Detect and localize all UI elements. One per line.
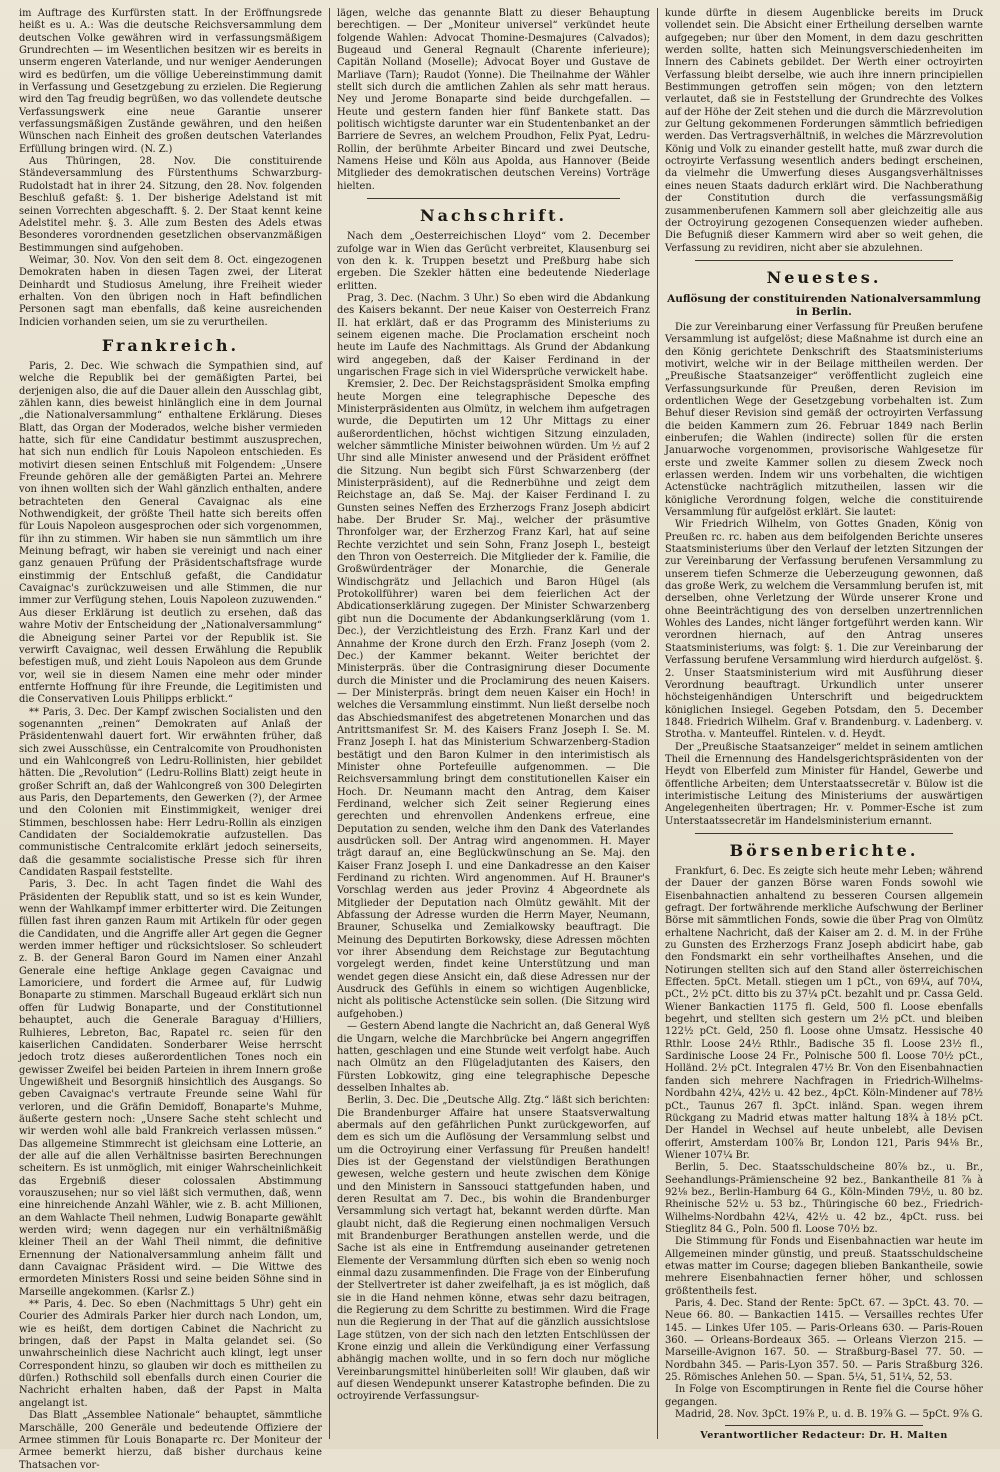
article-paris-boerse: Paris, 4. Dec. Stand der Rente: 5pCt. 67. — 3pCt. 43. 70. — Neue 66. 80. — Bankactien 1415. — Versailles rechtes Ufer 145. — Linkes Ufer 105. — Paris-Orleans 630. — Paris-Rouen 360. — Orleans-Bordeaux 365. — Orleans Vierzon 215. — Marseille-Avignon 167. 50. — Straßburg-Basel 77. 50. — Nordbahn 345. — Paris-Lyon 357. 50. — Paris Straßburg 326. 25. Römisches Anlehen 50. — Span. 5¼, 51, 51¼, 52, 53. (665, 1298, 983, 1384)
article-paris-2dec: Paris, 2. Dec. Wie schwach die Sympathien sind, auf welche die Republik bei der gemäßigten Partei, bei derjenigen also, die auf die Dauer allein den Ausschlag gibt, zählen kann, dies beweist hinlänglich eine in dem Journal „die Nationalversammlung“ enthaltene Erklärung. Dieses Blatt, das Organ der Moderados, welche bisher vermieden hatte, sich für eine Candidatur bestimmt auszusprechen, hat sich nun endlich für Louis Napoleon entschieden. Es motivirt diesen seinen Entschluß mit Folgendem: „Unsere Freunde gehören alle der gemäßigten Partei an. Mehrere von ihnen wollten sich der Wahl gänzlich enthalten, andere betrachteten den General Cavaignac als eine Nothwendigkeit, der größte Theil hatte sich bereits offen für Louis Napoleon ausgesprochen oder sich vorgenommen, für ihn zu stimmen. Wir haben sie nun sämmtlich um ihre Meinung befragt, wir haben sie vereinigt und nach einer ganz genauen Prüfung der Präsidentschaftsfrage wurde einstimmig der Entschluß gefaßt, die Candidatur Cavaignac's zurückzuweisen und alle Stimmen, die nur immer zur Verfügung stehen, Louis Napoleon zuzuwenden.“ Aus dieser Erklärung ist deutlich zu ersehen, daß das wahre Motiv der Entscheidung der „Nationalversammlung“ die Abneigung seiner Partei vor der Republik ist. Sie verwirft Cavaignac, weil dessen Erwählung die Republik befestigen muß, und zieht Louis Napoleon aus dem Grunde vor, weil sie in diesem Namen eine mehr oder minder entfernte Hoffnung für ihre Freunde, die Legitimisten und die Conservativen Louis Philipps erblickt.“ (19, 360, 322, 706)
article-paris-4dec: ** Paris, 4. Dec. So eben (Nachmittags 5 Uhr) geht ein Courier des Admirals Parker hier durch nach London, um, wie es heißt, dem dortigen Cabinet die Nachricht zu bringen, daß der Papst in Malta gelandet sei. (So unwahrscheinlich diese Nachricht auch klingt, legt unser Correspondent hinzu, so glauben wir doch es mittheilen zu dürfen.) Rothschild soll ebenfalls durch einen Courier die Nachricht erhalten haben, daß der Papst in Malta angelangt ist. (19, 1299, 322, 1409)
article-berlin-boerse: Berlin, 5. Dec. Staatsschuldscheine 80⅞ bz., u. Br., Seehandlungs-Prämienscheine 92 bez., Bankantheile 81 ⅞ à 92⅛ bez., Berlin-Hamburg 64 G., Köln-Minden 79½, u. 80 bz. Rheinische 52½ u. 53 bz., Thüringische 60 bez., Friedrich-Wilhelms-Nordbahn 42¼, 42½ u. 42 bz., 4pCt. russ. bei Stieglitz 84 G., Poln. 500 fl. Loose 70½ bz. (665, 1162, 983, 1235)
article-stimmung: Die Stimmung für Fonds und Eisenbahnactien war heute im Allgemeinen minder günstig, und preuß. Staatsschuldscheine etwas matter im Course; dagegen blieben Bankantheile, sowie mehrere Eisenbahnactien ferner höher, und schlossen größtentheils fest. (665, 1236, 983, 1297)
column-left (12, 8, 330, 1471)
subheading-aufloesung: Auflösung der constituirenden Nationalversammlung in Berlin. (667, 292, 981, 318)
article-frankfurt-boerse: Frankfurt, 6. Dec. Es zeigte sich heute mehr Leben; während der Dauer der ganzen Börse waren Fonds sowohl wie Eisenbahnactien anhaltend zu besseren Coursen allgemein gefragt. Der fortwährende merkliche Aufschwung der Berliner Börse mit sämmtlichen Fonds, sowie die über Prag von Olmütz erhaltene Nachricht, daß der Kaiser am 2. d. M. in der Frühe zu Gunsten des Erzherzogs Franz Joseph abdicirt habe, gab den Fondsmarkt ein sehr vortheilhaftes Ansehen, und die Notirungen stellten sich auf den Stand aller österreichischen Effecten. 5pCt. Metall. stiegen um 1 pCt., von 69¼, auf 70¼, pCt., 2½ pCt. ditto bis zu 37¼ pCt. bezahlt und pr. Cassa Geld. Wiener Bankactien 1175 fl. Geld, 500 fl. Loose ebenfalls begehrt, und stellten sich gestern um 2½ pCt. und bleiben 122½ pCt. Geld, 250 fl. Loose ohne Umsatz. Hessische 40 Rthlr. Loose 24½ Rthlr., Badische 35 fl. Loose 23½ fl., Sardinische Loose 24 Fr., Polnische 500 fl. Loose 70½ pCt., Holländ. 2½ pCt. Integralen 47½ Br. Von den Eisenbahnactien fanden sich mehrere Nachfragen in Friedrich-Wilhelms-Nordbahn 42¼, 42½ u. 42 bez., 4pCt. Köln-Mindener auf 78½ pCt., Taunus 267 fl. 3pCt. inländ. Span. wegen ihrem Rückgang zu Madrid etwas matter haltung 18¾ à 18½ pCt. Der Handel in Wechsel auf heute unbelebt, alle Devisen offerirt, Amsterdam 100⅞ Br, London 121, Paris 94⅛ Br., Wiener 107¼ Br. (665, 865, 983, 1161)
article-lloyd: Nach dem „Oesterreichischen Lloyd“ vom 2. December zufolge war in Wien das Gerücht verbreitet, Klausenburg sei von den k. k. Truppen besetzt und Preßburg habe sich ergeben. Die Szekler hätten eine bedeutende Niederlage erlitten. (337, 231, 650, 292)
section-heading-boersenberichte: Börsenberichte. (729, 840, 919, 860)
article-kremsier: Kremsier, 2. Dec. Der Reichstagspräsident Smolka empfing heute Morgen eine telegraphische Depesche des Ministerpräsidenten aus Olmütz, in welchem ihm aufgetragen wurde, die Deputirten um 12 Uhr Mittags zu einer außerordentlichen, höchst wichtigen Sitzung einzuladen, welcher sämmtliche Minister beiwohnen würden. Um ½ auf 2 Uhr sind alle Minister anwesend und der Präsident eröffnet die Sitzung. Nun begibt sich Fürst Schwarzenberg (der Ministerpräsident), auf die Rednerbühne und zeigt dem Reichstage an, daß Se. Maj. der Kaiser Ferdinand I. zu Gunsten seines Neffen des Erzherzogs Franz Joseph abdicirt habe. Der Bruder Sr. Maj., welcher der präsumtive Thronfolger war, der Erzherzog Franz Karl, hat auf seine Rechte verzichtet und sein Sohn, Franz Joseph I., besteigt den Thron von Oesterreich. Die Mitglieder der k. Familie, die Großwürdenträger der Monarchie, die Generale Windischgrätz und Jellachich und Baron Hügel (als Protokollführer) waren bei dem feierlichen Act der Abdicationserklärung zugegen. Der Minister Schwarzenberg gibt nun die Documente der Abdankungserklärung (vom 1. Dec.), der Verzichtleistung des Erzh. Franz Karl und der Annahme der Krone durch den Erzh. Franz Joseph (vom 2. Dec.) der Kammer bekannt. Weiter berichtet der Ministerpräs. über die Contrasignirung dieser Documente durch die Minister und die Proclamirung des neuen Kaisers. — Der Ministerpräs. bringt dem neuen Kaiser ein Hoch! in welches die Versammlung einstimmt. Nun ließt derselbe noch das Abschiedsmanifest des abgetretenen Monarchen und das Antrittsmanifest Sr. M. des Kaisers Franz Joseph I. Se. M. Franz Joseph I. hat das Ministerium Schwarzenberg-Stadion bestätigt und den Baron Kulmer in den interimistisch als Minister ohne Portefeuille aufgenommen. — Die Reichsversammlung bringt dem constitutionellen Kaiser ein Hoch. Dr. Neumann macht den Antrag, dem Kaiser Ferdinand, welcher sich Zeit seiner Regierung eines gerechten und ehrenvollen Andenkens erfreue, eine Deputation zu senden, welche ihm den Dank des Vaterlandes ausdrücken soll. Der Antrag wird angenommen. H. Mayer trägt darauf an, eine Beglückwünschung an Se. Maj. den Kaiser Franz Joseph I. und eine Dankadresse an den Kaiser Ferdinand zu richten. Wird angenommen. Auf H. Brauner's Vorschlag werden aus jeder Provinz 4 Abgeordnete als Mitglieder der Deputation nach Olmütz gewählt. Mit der Abfassung der Adresse wurden die Herrn Mayer, Neumann, Brauner, Schuselka und Zemialkowsky beauftragt. Die Meinung des Deputirten Borkowsky, diese Adressen möchten vor ihrer Absendung dem Reichstage zur Begutachtung vorgelegt werden, findet keine Unterstützung und man wendet gegen diese Ansicht ein, daß diese Adressen nur der Ausdruck des Gefühls in einem so wichtigen Augenblicke, nicht als politische Actenstücke sein sollen. (Die Sitzung wird aufgehoben.) (337, 379, 650, 1020)
divider (725, 1425, 923, 1426)
divider (695, 833, 953, 834)
section-heading-frankreich: Frankreich. (101, 335, 240, 355)
article-thueringen: Aus Thüringen, 28. Nov. Die constituirende Ständeversammlung des Fürstenthums Schwarzburg-Rudolstadt hat in ihrer 24. Sitzung, den 28. Nov. folgenden Beschluß gefaßt: §. 1. Der bisherige Adelstand ist mit seinen Vorrechten abgeschafft. §. 2. Der Staat kennt keine Adelstitel mehr. §. 3. Alle zum Besten des Adels etwas Besonderes vorordnenden gesetzlichen observanzmäßigen Bestimmungen sind aufgehoben. (19, 156, 322, 254)
article-kurhessen: im Auftrage des Kurfürsten statt. In der Eröffnungsrede heißt es u. A.: Was die deutsche Reichsversammlung dem deutschen Volke gewähren wird in verfassungsmäßigem Grundrechten — im Wesentlichen besitzen wir es bereits in unserm engeren Vaterlande, und nur weniger Aenderungen wird es bedürfen, um die völlige Uebereinstimmung damit in Verfassung und Gesetzgebung zu erzielen. Die Regierung wird den Tag freudig begrüßen, wo das vollendete deutsche Verfassungswerk eine neue Garantie unserer verfassungsmäßigen Zustände gewähren, und den heißen Wünschen nach Einheit des großen deutschen Vaterlandes Erfüllung bringen wird. (N. Z.) (19, 8, 322, 155)
article-general-wyss: — Gestern Abend langte die Nachricht an, daß General Wyß die Ungarn, welche die Marchbrücke bei Angern angegriffen hatten, geschlagen und eine Stunde weit verfolgt habe. Auch nach Olmütz an den Flügeladjutanten des Kaisers, den Fürsten Lobkowitz, ging eine telegraphische Depesche desselben Inhaltes ab. (337, 1021, 650, 1094)
article-escomptirungen: In Folge von Escomptirungen in Rente fiel die Course höher gegangen. (665, 1384, 983, 1408)
divider (367, 198, 620, 199)
article-aufloesung: Die zur Vereinbarung einer Verfassung für Preußen berufene Versammlung ist aufgelöst; diese Maßnahme ist durch eine an den König gerichtete Denkschrift des Staatsministeriums motivirt, welche wir in der Beilage mittheilen werden. Der „Preußische Staatsanzeiger“ veröffentlicht zugleich eine Verfassungsurkunde für Preußen, deren Revision im ordentlichen Wege der Gesetzgebung vorbehalten ist. Zum Behuf dieser Revision sind gemäß der octroyirten Verfassung die beiden Kammern zum 26. Februar 1849 nach Berlin einberufen; die Wahlen (indirecte) sollen für die ersten Januarwoche vorgenommen, provisorische Wahlgesetze für erste und zweite Kammer sollen zu diesem Zweck noch erlassen werden. Indem wir uns vorbehalten, die wichtigen Actenstücke nachträglich mitzutheilen, lassen wir die königliche Verordnung folgen, welche die constituirende Versammlung für aufgelöst erklärt. Sie lautet: (665, 321, 983, 519)
article-paris-3dec-b: Paris, 3. Dec. In acht Tagen findet die Wahl des Präsidenten der Republik statt, und so ist es kein Wunder, wenn der Wahlkampf immer erbitterter wird. Die Zeitungen füllen fast ihren ganzen Raum mit Artikeln für oder gegen die Candidaten, und die Angriffe aller Art gegen die Gegner werden immer heftiger und rücksichtsloser. So schleudert z. B. der General Baron Gourd im Namen einer Anzahl Generale eine heftige Anklage gegen Cavaignac und Lamoriciere, und fordert die Armee auf, für Ludwig Bonaparte zu stimmen. Marschall Bugeaud erklärt sich nun offen für Ludwig Bonaparte, und der Constitutionnel behauptet, auch die Generale Baraguay d'Hilliers, Rulhieres, Lebreton, Bac, Rapatel rc. seien für den kaiserlichen Candidaten. Sonderbarer Weise herrscht jedoch trotz dieses außerordentlichen Tones noch ein gewisser Zweifel bei beiden Parteien in ihrem Innern große Ungewißheit und Besorgniß hinsichtlich des Ausgangs. So geben Cavaignac's vertraute Freunde seine Wahl für verloren, und die Gräfin Demidoff, Bonaparte's Muhme, äußerte gestern noch: „Unsere Sache steht schlecht und wir werden wohl alle bald Frankreich verlassen müssen.“ Das allgemeine Stimmrecht ist gleichsam eine Lotterie, an der alle auf die allen Verhältnisse basirten Berechnungen scheitern. Es ist unmöglich, mit einiger Wahrscheinlichkeit das Ergebniß dieser colossalen Abstimmung vorauszusehen; nur so viel läßt sich vermuthen, daß, wenn eine hinreichende Anzahl Wähler, wie z. B. acht Millionen, an dem Wahlacte Theil nehmen, Ludwig Bonaparte gewählt werden wird; wenn dagegen nur ein verhältnißmäßig kleiner Theil an der Wahl Theil nimmt, die definitive Ernennung der Nationalversammlung anheim fällt und dann Cavaignac Präsident wird. — Die Wittwe des ermordeten Ministers Rossi und seine beiden Söhne sind in Marseille angekommen. (Karlsr Z.) (19, 879, 322, 1298)
editor-footer: Verantwortlicher Redacteur: Dr. H. Malten (700, 1430, 948, 1442)
article-moniteur: lägen, welche das genannte Blatt zu dieser Behauptung berechtigen. — Der „Moniteur universel“ verkündet heute folgende Wahlen: Advocat Thomine-Desmajures (Calvados); Bugeaud und General Regnault (Charente inferieure); Capitän Nolland (Moselle); Advocat Boyer und Gustave de Marliave (Tarn); Raudot (Yonne). Die Theilnahme der Wähler stellt sich durch die amtlichen Zahlen als sehr matt heraus. Ney und Jerome Bonaparte sind beide durchgefallen. — Heute und gestern fanden hier fünf Bankete statt. Das politisch wichtigste darunter war ein Studentenbanket an der Barriere de Sevres, an welchem Proudhon, Felix Pyat, Ledru-Rollin, der berühmte Arbeiter Bincard und zwei Deutsche, Namens Heise und Köln aus Apolda, aus Hannover (Beide Mitglieder des demokratischen deutschen Vereins) Vorträge hielten. (337, 8, 650, 192)
article-staatsanzeiger: Der „Preußische Staatsanzeiger“ meldet in seinem amtlichen Theil die Ernennung des Handelsgerichtspräsidenten von der Heydt von Elberfeld zum Minister für Handel, Gewerbe und öffentliche Arbeiten; dem Unterstaatssecretär v. Bülow ist die interimistische Leitung des Ministeriums der auswärtigen Angelegenheiten übertragen; Hr. v. Pommer-Esche ist zum Unterstaatssecretär im Handelsministerium ernannt. (665, 741, 983, 827)
column-layout (12, 8, 990, 1471)
article-assemblee-nationale: Das Blatt „Assemblee Nationale“ behauptet, sämmtliche Marschälle, 200 Generäle und bedeutende Offiziere der Armee stimmen für Louis Bonaparte rc. Der Moniteur der Armee bemerkt hierzu, daß bisher durchaus keine Thatsachen vor- (19, 1410, 322, 1471)
section-heading-nachschrift: Nachschrift. (419, 206, 568, 226)
article-madrid-boerse: Madrid, 28. Nov. 3pCt. 19⅞ P., u. d. B. 19⅞ G. — 5pCt. 9⅞ G. (675, 1409, 983, 1421)
article-prag: Prag, 3. Dec. (Nachm. 3 Uhr.) So eben wird die Abdankung des Kaisers bekannt. Der neue Kaiser von Oesterreich Franz II. hat erklärt, daß er das Programm des Ministeriums zu seinem eigenen mache. Die Proclamation erscheint noch heute im Laufe des Nachmittags. Als Grund der Abdankung wird angegeben, daß der Kaiser Ferdinand in der ungarischen Frage sich in viel Widersprüche verwickelt habe. (337, 292, 650, 378)
divider (695, 260, 953, 261)
column-right (658, 8, 990, 1442)
section-heading-neuestes: Neuestes. (766, 267, 882, 287)
article-paris-3dec-a: ** Paris, 3. Dec. Der Kampf zwischen Socialisten und den sogenannten „reinen“ Demokraten auf Anlaß der Präsidentenwahl dauert fort. Wir erwähnten früher, daß sich zwei Ausschüsse, ein Centralcomite von Proudhonisten und ein Wahlcongreß von Ledru-Rollinisten, hier gebildet hätten. Die „Revolution“ (Ledru-Rollins Blatt) zeigt heute in großer Schrift an, daß der Wahlcongreß von 300 Delegirten aus Paris, den Departements, den Gewerken (?), der Armee und den Colonien mit Einstimmigkeit, weniger drei Stimmen, beschlossen habe: Herr Ledru-Rollin als einzigen Candidaten der Socialdemokratie aufzustellen. Das communistische Centralcomite erklärt jedoch seinerseits, daß die gesammte socialistische Presse sich für ihren Candidaten Raspail feststellte. (19, 706, 322, 879)
column-middle (330, 8, 658, 1439)
article-verordnung: Wir Friedrich Wilhelm, von Gottes Gnaden, König von Preußen rc. rc. haben aus dem beifolgenden Berichte unseres Staatsministeriums über den Verlauf der letzten Sitzungen der zur Vereinbarung der Verfassung berufenen Versammlung zu unserem tiefen Schmerze die Ueberzeugung gewonnen, daß das große Werk, zu welchem die Versammlung berufen ist, mit derselben, ohne Verletzung der Würde unserer Krone und ohne Beeinträchtigung des von derselben unzertrennlichen Wohles des Landes, nicht länger fortgeführt werden kann. Wir verordnen hiernach, auf den Antrag unseres Staatsministeriums, was folgt: §. 1. Die zur Vereinbarung der Verfassung berufene Versammlung wird hierdurch aufgelöst. §. 2. Unser Staatsministerium wird mit Ausführung dieser Verordnung beauftragt. Urkundlich unter unserer höchsteigenhändigen Unterschrift und beigedrucktem königlichen Insiegel. Gegeben Potsdam, den 5. December 1848. Friedrich Wilhelm. Graf v. Brandenburg. v. Ladenberg. v. Strotha. v. Manteuffel. Rintelen. v. d. Heydt. (665, 519, 983, 741)
article-verfassungsurkunde: kunde dürfte in diesem Augenblicke bereits im Druck vollendet sein. Die Absicht einer Ertheilung derselben warnte aufgegeben; nur über den Moment, in dem dazu geschritten werden sollte, hatten sich Meinungsverschiedenheiten im Innern des Cabinets gebildet. Der Werth einer octroyirten Verfassung bleibt derselbe, wie auch ihre innern principiellen Bestimmungen getroffen sein mögen; von den letztern verlautet, daß sie in Feststellung der Grundrechte des Volkes auf der Höhe der Zeit stehen und die durch die Märzrevolution zur Geltung gekommenen Forderungen sämmtlich befriedigen werden. Das Vertragsverhältniß, in welches die Märzrevolution König und Volk zu einander gestellt hatte, muß zwar durch die octroyirte Verfassung wesentlich anders bedingt erscheinen, da vielmehr die Umwerfung dieses Ausgangsverhältnisses eines neuen Staats dadurch erklärt wird. Die Nachberathung der Constitution durch die verfassungsmäßig zusammenberufenen Kammern soll aber gleichzeitig alle aus der Octroyirung gezogenen Consequenzen wieder aufheben. Die Befugniß dieser Kammern wird aber so weit gehen, die Verfassung zu revidiren, nicht aber sie abzulehnen. (665, 8, 983, 254)
article-berlin-3dec: Berlin, 3. Dec. Die „Deutsche Allg. Ztg.“ läßt sich berichten: Die Brandenburger Affaire hat unsere Staatsverwaltung abermals auf den gefährlichen Punkt zurückgeworfen, auf dem es sich um die Auflösung der Versammlung selbst und um die Octroyirung einer Verfassung für Preußen handelt! Dies ist der Gegenstand der vielstündigen Berathungen gewesen, welche gestern und heute zwischen dem Könige und den Ministern in Sanssouci stattgefunden haben, und deren Resultat am 7. Dec., bis wohin die Brandenburger Versammlung sich vertagt hat, bekannt werden dürfte. Man glaubt nicht, daß die Regierung einen nochmaligen Versuch mit Brandenburger Berathungen anstellen werde, und die Sache ist als eine in Entfremdung auseinander getretenen Elemente der Versammlung dürften sich eben so wenig noch einmal dazu zusammenfinden. Die Frage von der Einberufung der Stellvertreter ist daher zweifelhaft, ja es ist möglich, daß sie in die Hand nehmen könne, etwas sehr dazu beitragen, die Regierung zu dem Schritte zu bestimmen. Wird die Frage nun die Regierung in der That auf die gänzlich aussichtslose Lage stützen, von der sich nach den letzten Entschlüssen der Krone einzig und allein die Verkündigung einer Verfassung abhängig machen wollte, und in so fern doch nur mögliche Vereinbarungsmittel hinüberleiten soll! Wir glauben, daß wir auf diesen Wendepunkt unserer Katastrophe befinden. Die zu octroyirende Verfassungsur- (337, 1095, 650, 1403)
article-weimar: Weimar, 30. Nov. Von den seit dem 8. Oct. eingezogenen Demokraten haben in diesen Tagen zwei, der Literat Deinhardt und Studiosus Amelung, ihre Freiheit wieder erhalten. Von den übrigen noch in Haft befindlichen Personen sagt man ebenfalls, daß keine ausreichenden Indicien vorhanden seien, um sie zu verurtheilen. (19, 254, 322, 328)
